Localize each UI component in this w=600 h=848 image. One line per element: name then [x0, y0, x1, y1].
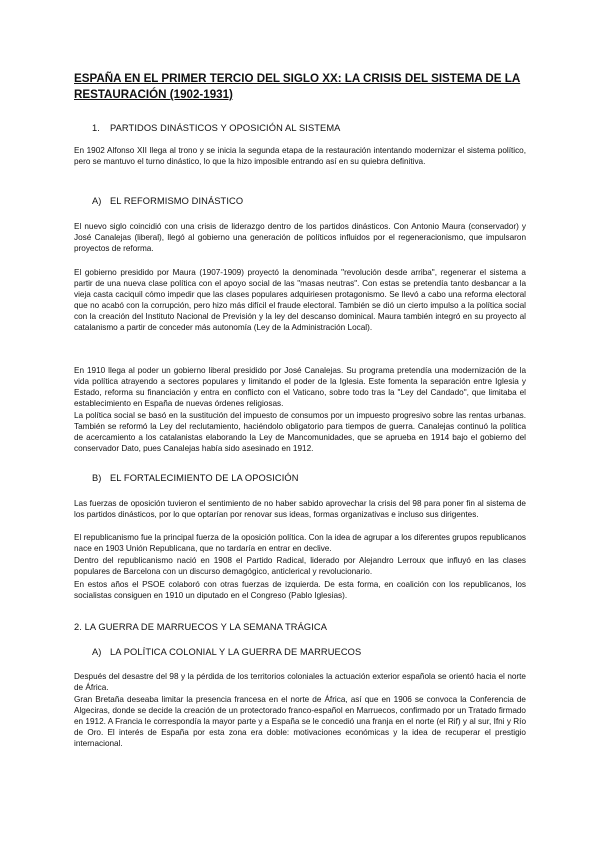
marruecos-paragraph-1: Después del desastre del 98 y la pérdida de los territorios coloniales la actuación exterior española se orientó hacia el norte de África.	[74, 672, 526, 692]
section-1-title: PARTIDOS DINÁSTICOS Y OPOSICIÓN AL SISTEMA	[110, 123, 341, 133]
marruecos-paragraph-2: Gran Bretaña deseaba limitar la presencia francesa en el norte de África, así que en 1906 se convoca la Conferencia de Algeciras, donde se decide la creación de un protectorado franco-español en Marruecos, confirmado por un Tratado firmado en 1912. A Francia le correspondía la mayor parte y a España se le concedió una franja en el norte (el Rif) y al sur, Ifni y Río de Oro. El interés de España por esta zona era doble: motivaciones económicas y la idea de recuperar el prestigio internacional.	[74, 695, 526, 748]
oposicion-paragraph-4: En estos años el PSOE colaboró con otras fuerzas de izquierda. De esta forma, en coalición con los republicanos, los socialistas consiguen en 1910 un diputado en el Congreso (Pablo Iglesias).	[74, 580, 526, 600]
section-2-subsection-a-letter: A)	[92, 647, 102, 657]
reformismo-paragraph-4: La política social se basó en la sustitución del impuesto de consumos por un impuesto progresivo sobre las rentas urbanas. También se reformó la Ley del reclutamiento, haciéndolo obligatorio para tiempos de guerra. Canalejas continuó la política de acercamiento a los catalanistas elaborando la Ley de Mancomunidades, que se aprueba en 1914 bajo el gobierno del conservador Dato, pues Canalejas había sido asesinado en 1912.	[74, 411, 526, 453]
reformismo-paragraph-1: El nuevo siglo coincidió con una crisis de liderazgo dentro de los partidos dinásticos. Con Antonio Maura (conservador) y José Canalejas (liberal), llegó al gobierno una generación de políticos influidos por el regeneracionismo, que impulsaron proyectos de reforma.	[74, 222, 526, 253]
subsection-a-letter: A)	[92, 196, 102, 206]
subsection-a-heading	[92, 196, 243, 206]
subsection-a-title: EL REFORMISMO DINÁSTICO	[110, 196, 244, 206]
reformismo-paragraph-3: En 1910 llega al poder un gobierno liberal presidido por José Canalejas. Su programa pretendía una modernización de la vida política atrayendo a sectores populares y limitando el poder de la Iglesia. Este fomenta la separación entre Iglesia y Estado, reforma su financiación y entra en conflicto con el Vaticano, sobre todo tras la "Ley del Candado", que limitaba el establecimiento en España de nuevas órdenes religiosas.	[74, 366, 526, 408]
section-1-number: 1.	[92, 123, 100, 133]
page-title: ESPAÑA EN EL PRIMER TERCIO DEL SIGLO XX: LA CRISIS DEL SISTEMA DE LA RESTAURACIÓN (1902-1931)	[74, 72, 521, 101]
subsection-b-title: EL FORTALECIMIENTO DE LA OPOSICIÓN	[110, 473, 299, 483]
reformismo-paragraph-2: El gobierno presidido por Maura (1907-1909) proyectó la denominada "revolución desde arriba", regenerar el sistema a partir de una nueva clase política con el apoyo social de las "masas neutras". Con estas se pretendía tanto desbancar a la vieja casta caciquil cómo impedir que las clases populares adquiriesen protagonismo. Se llevó a cabo una reforma electoral que no acabó con la corrupción, pero hizo más difícil el fraude electoral. También se dió un cierto impulso a la política social con la creación del Instituto Nacional de Previsión y la ley del descanso dominical. Maura también integró en su proyecto al catalanismo a partir de conceder más autonomía (Ley de la Administración Local).	[74, 268, 526, 332]
section-1-intro: En 1902 Alfonso XII llega al trono y se inicia la segunda etapa de la restauración intentando modernizar el sistema político, pero se mantuvo el turno dinástico, lo que la hizo imposible entrando así en su quiebra definitiva.	[74, 146, 526, 166]
section-2-subsection-a-title: LA POLÍTICA COLONIAL Y LA GUERRA DE MARRUECOS	[110, 647, 362, 657]
oposicion-paragraph-3: Dentro del republicanismo nació en 1908 el Partido Radical, liderado por Alejandro Lerroux que influyó en las clases populares de Barcelona con un discurso demagógico, anticlerical y revolucionario.	[74, 556, 526, 576]
section-2-heading: 2. LA GUERRA DE MARRUECOS Y LA SEMANA TRÁGICA	[74, 622, 328, 632]
oposicion-paragraph-1: Las fuerzas de oposición tuvieron el sentimiento de no haber sabido aprovechar la crisis del 98 para poner fin al sistema de los partidos dinásticos, por lo que optarían por renovar sus ideas, formas organizativas e incluso sus dirigentes.	[74, 499, 526, 519]
oposicion-paragraph-2: El republicanismo fue la principal fuerza de la oposición política. Con la idea de agrupar a los diferentes grupos republicanos nace en 1903 Unión Republicana, que no tardaría en entrar en declive.	[74, 533, 526, 553]
subsection-b-heading	[92, 473, 299, 483]
subsection-b-letter: B)	[92, 473, 102, 483]
section-2-subsection-a-heading	[92, 647, 361, 657]
section-1-heading	[92, 123, 340, 133]
